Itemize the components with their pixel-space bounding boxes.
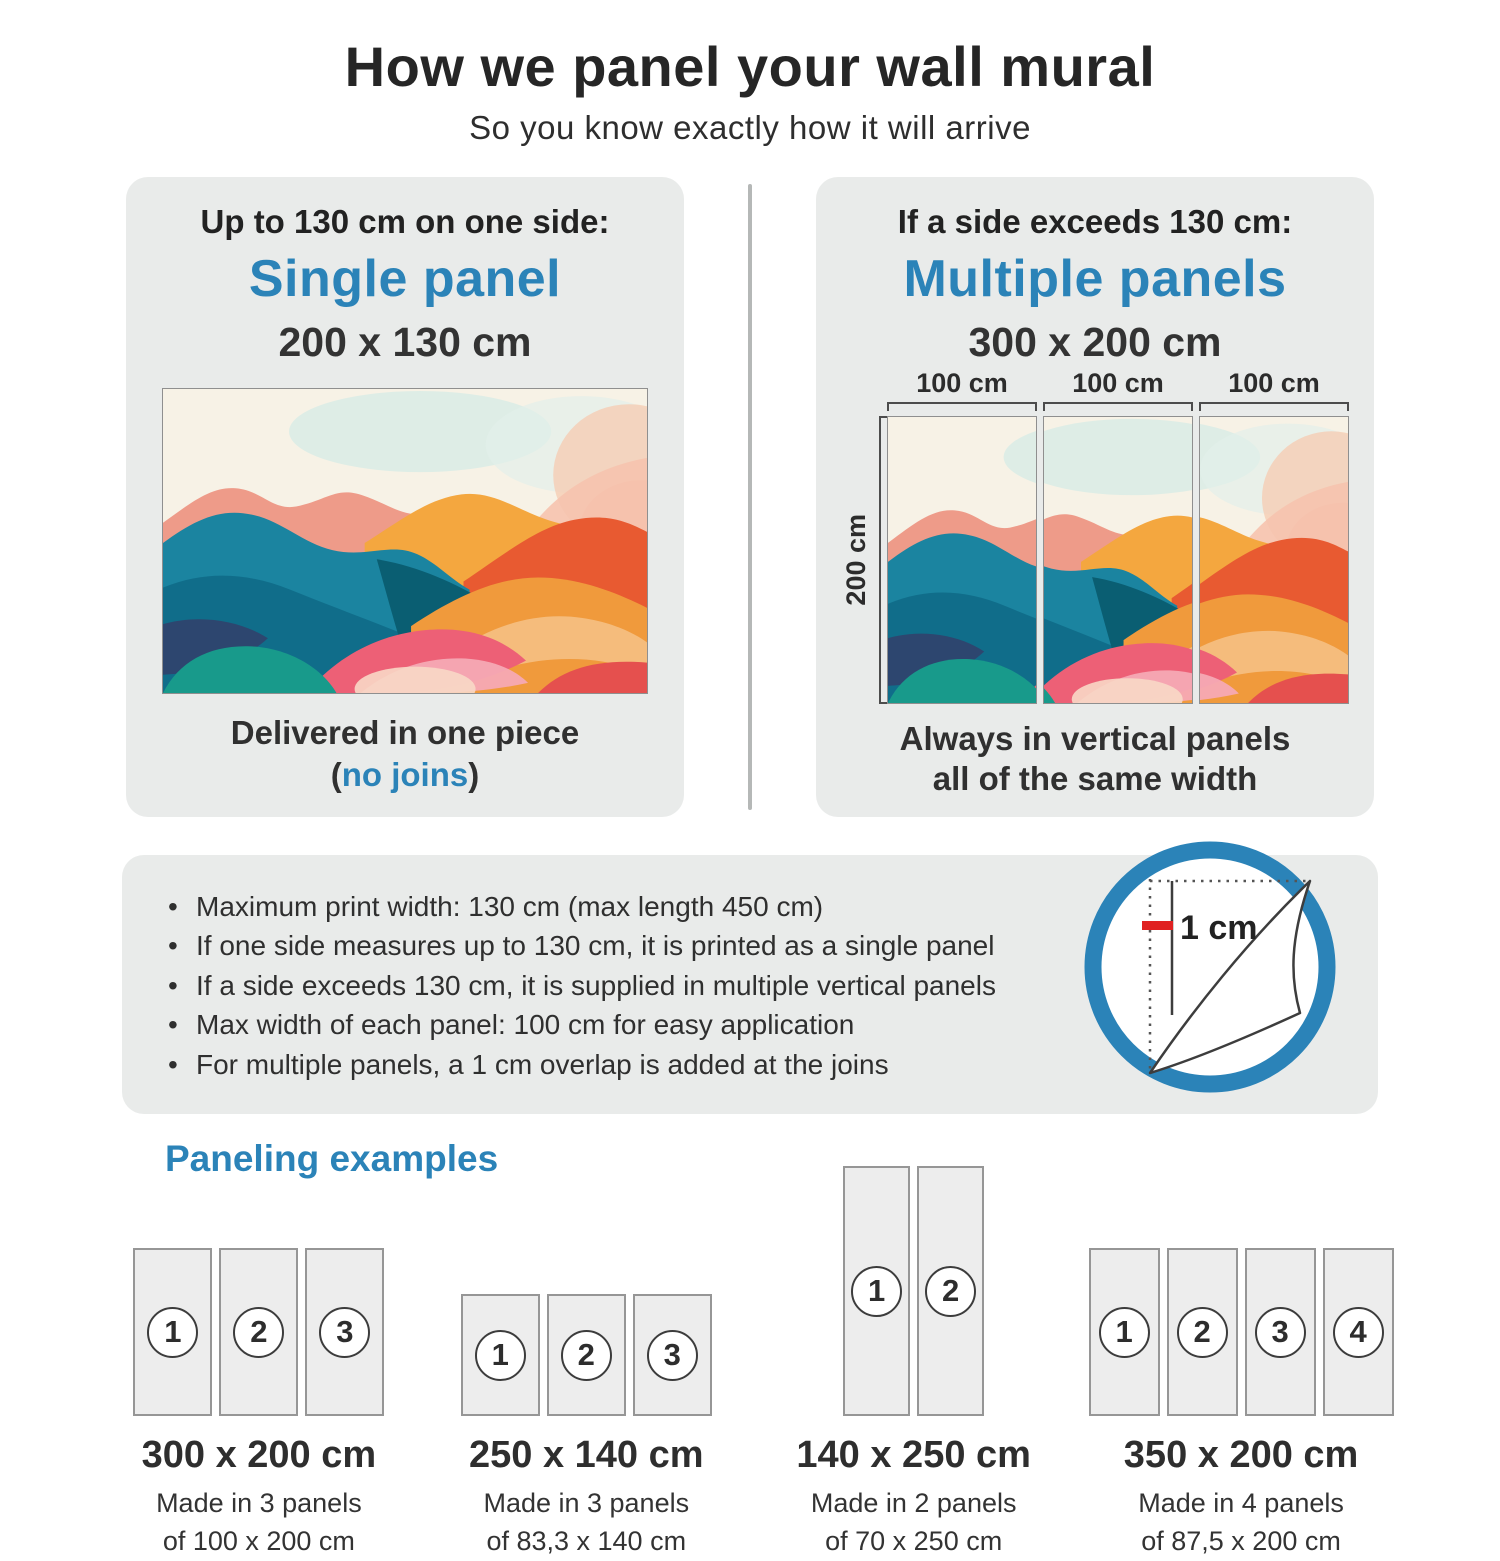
multiple-panels-type-label: Multiple panels: [903, 250, 1287, 308]
panel-1: [461, 1294, 540, 1416]
panel-number-badge: 1: [475, 1330, 526, 1381]
multiple-panels-caption-line1: Always in vertical panels: [899, 720, 1291, 757]
panel-2: [219, 1248, 298, 1416]
artwork-slice-2: [1043, 416, 1193, 704]
mural-slice-2-image: [1044, 417, 1192, 703]
example-detail-line2: of 83,3 x 140 cm: [486, 1526, 687, 1557]
single-panel-caption-line1: Delivered in one piece: [230, 714, 580, 751]
panel-1: [133, 1248, 212, 1416]
overlap-icon: [1076, 833, 1344, 1101]
example-140x250-panels: [843, 1164, 984, 1416]
panel-number-badge: 1: [147, 1307, 198, 1358]
paneling-examples-heading: Paneling examples: [165, 1138, 499, 1180]
info-bullet-list: [162, 887, 1112, 1084]
height-label: 200 cm: [841, 514, 871, 606]
example-350x200-panels: [1089, 1164, 1394, 1416]
panel-number-badge: 1: [851, 1266, 902, 1317]
width-measure-1: [887, 370, 1037, 411]
example-detail: [1138, 1485, 1344, 1561]
info-bullet: • Max width of each panel: 100 cm for easy application: [162, 1005, 1112, 1044]
artwork-slice-1: [887, 416, 1037, 704]
example-size: 350 x 200 cm: [1123, 1434, 1359, 1477]
artwork-slice-3: [1199, 416, 1349, 704]
no-joins-highlight: no joins: [341, 756, 469, 793]
panel-number-badge: 2: [1177, 1307, 1228, 1358]
info-box: [122, 855, 1378, 1114]
paneling-examples-section: [0, 1114, 1500, 1557]
example-300x200: [95, 1164, 422, 1561]
example-140x250: [750, 1164, 1077, 1561]
example-detail: [483, 1485, 689, 1561]
info-bullet: • If one side measures up to 130 cm, it is printed as a single panel: [162, 926, 1112, 965]
panel-number-badge: 4: [1333, 1307, 1384, 1358]
multiple-panels-size: 300 x 200 cm: [968, 319, 1222, 365]
example-350x200: [1078, 1164, 1405, 1561]
paren-close: ): [468, 756, 480, 793]
width-bracket-2: [1043, 402, 1193, 411]
panel-number-badge: 1: [1099, 1307, 1150, 1358]
example-detail-line1: Made in 3 panels: [483, 1488, 690, 1519]
single-panel-type-label: Single panel: [248, 250, 562, 308]
example-detail-line2: of 87,5 x 200 cm: [1141, 1526, 1341, 1557]
example-detail-line1: Made in 2 panels: [810, 1488, 1017, 1519]
panel-1: [1089, 1248, 1160, 1416]
page-title: How we panel your wall mural: [344, 35, 1156, 98]
example-250x140-panels: [461, 1164, 712, 1416]
option-cards-row: [0, 177, 1500, 817]
mural-artwork-image: [163, 389, 647, 693]
mural-slice-3-image: [1200, 417, 1348, 703]
width-measure-3: [1199, 370, 1349, 411]
height-bracket: [879, 416, 887, 704]
cards-divider: [748, 184, 752, 810]
width-label-2: 100 cm: [1072, 368, 1164, 398]
example-detail: [156, 1485, 362, 1561]
examples-row: [95, 1164, 1405, 1561]
info-bullet: • For multiple panels, a 1 cm overlap is added at the joins: [162, 1045, 1112, 1084]
multiple-panels-condition: If a side exceeds 130 cm:: [897, 203, 1293, 240]
height-measurement: [841, 416, 887, 704]
panel-3: [1245, 1248, 1316, 1416]
panel-4: [1323, 1248, 1394, 1416]
example-size: 250 x 140 cm: [469, 1434, 704, 1477]
example-detail-line1: Made in 4 panels: [1138, 1488, 1344, 1519]
page-subtitle: So you know exactly how it will arrive: [469, 109, 1031, 146]
example-size: 140 x 250 cm: [796, 1434, 1031, 1477]
single-panel-caption-line2: [126, 756, 684, 794]
panel-number-badge: 2: [925, 1266, 976, 1317]
panel-number-badge: 2: [233, 1307, 284, 1358]
info-bullet: • If a side exceeds 130 cm, it is supplied in multiple vertical panels: [162, 966, 1112, 1005]
multiple-panels-caption-line2: all of the same width: [932, 760, 1258, 797]
mural-slice-1-image: [888, 417, 1036, 703]
info-bullet: • Maximum print width: 130 cm (max length 450 cm): [162, 887, 1112, 926]
multiple-panels-card: [816, 177, 1374, 817]
split-artwork: [887, 416, 1349, 704]
width-measure-2: [1043, 370, 1193, 411]
example-detail-line1: Made in 3 panels: [156, 1488, 362, 1519]
width-label-3: 100 cm: [1228, 368, 1320, 398]
one-cm-red-tick: [1142, 921, 1173, 930]
panel-1: [843, 1166, 910, 1416]
example-size: 300 x 200 cm: [141, 1434, 377, 1477]
example-250x140: [423, 1164, 750, 1561]
panel-number-badge: 3: [319, 1307, 370, 1358]
panel-2: [547, 1294, 626, 1416]
example-detail: [811, 1485, 1017, 1561]
panel-number-badge: 3: [1255, 1307, 1306, 1358]
measured-artwork-area: [841, 370, 1349, 706]
width-label-1: 100 cm: [916, 368, 1008, 398]
single-panel-condition: Up to 130 cm on one side:: [200, 203, 610, 240]
panel-number-badge: 3: [647, 1330, 698, 1381]
single-panel-artwork: [162, 388, 648, 694]
header: [0, 0, 1500, 147]
width-bracket-1: [887, 402, 1037, 411]
panel-2: [917, 1166, 984, 1416]
panel-2: [1167, 1248, 1238, 1416]
panel-3: [305, 1248, 384, 1416]
example-300x200-panels: [133, 1164, 384, 1416]
example-detail-line2: of 100 x 200 cm: [162, 1526, 355, 1557]
width-bracket-3: [1199, 402, 1349, 411]
panel-number-badge: 2: [561, 1330, 612, 1381]
width-measurements: [887, 370, 1349, 411]
paren-open: (: [330, 756, 342, 793]
single-panel-card: [126, 177, 684, 817]
overlap-icon-label: 1 cm: [1180, 909, 1258, 947]
example-detail-line2: of 70 x 250 cm: [825, 1526, 1003, 1557]
single-panel-size: 200 x 130 cm: [278, 319, 532, 365]
panel-3: [633, 1294, 712, 1416]
